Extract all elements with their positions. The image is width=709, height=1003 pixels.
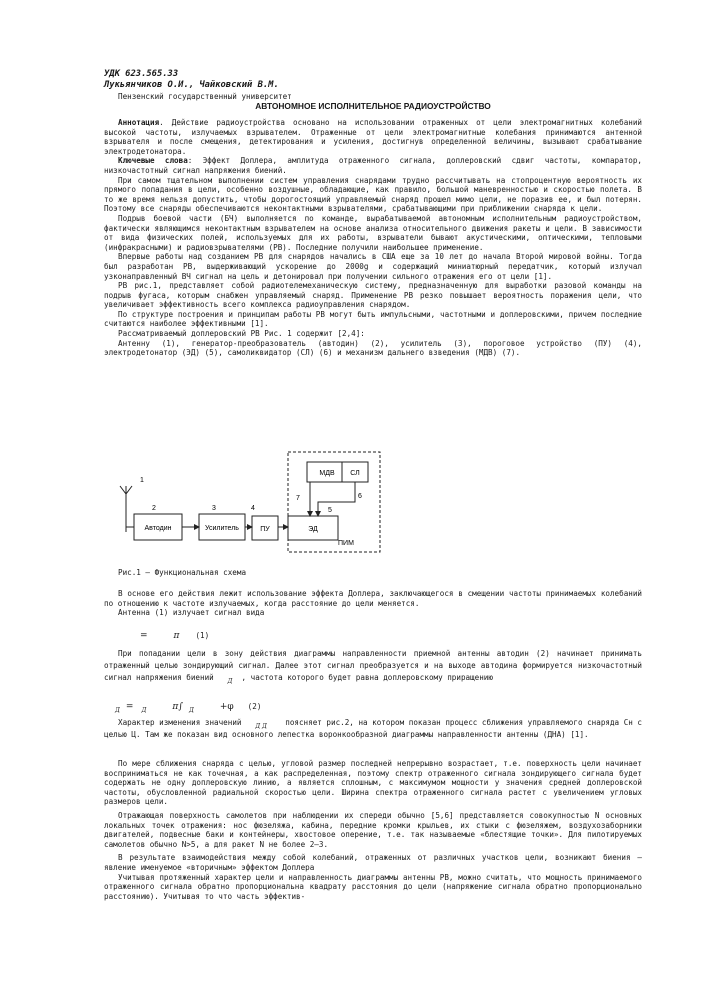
paragraph: РВ рис.1, представляет собой радиотелемеханическую систему, предназначенную для выработки разовой команды на подрыв фугаса, которым снабжен управляемый снаряд. Применение РВ резко повышает вероятность поражения цели, что увеличивает эффективность всего комплекса радиоуправления снарядом. — [104, 281, 642, 310]
paragraph-character-part-b: поясняет рис.2, на котором показан процесс сближения управляемого снаряда Сн с целью Ц. Там же показан вид основного лепестка воронкообразной диаграммы направленности антенны (ДНА) [1]. — [104, 718, 642, 739]
formula-1-number: (1) — [195, 631, 210, 640]
block-mdv-label: МДВ — [319, 470, 335, 477]
paragraph: Учитывая протяженный характер цели и направленность диаграммы антенны РВ, можно считать, что мощность принимаемого отраженного сигнала обратно пропорциональна квадрату расстояния до цели (напряжение сигнала обратно пропорционально расстоянию). Учитывая то что часть эффектив- — [104, 872, 642, 901]
paragraph: Отражающая поверхность самолетов при наблюдении их спереди обычно [5,6] представляется совокупностью N основных локальных точек отражения: нос фюзеляжа, кабина, передние кромки крыльев, их стыки с фюзеляжем, воздухозаборники двигателей, подвесные баки и контейнеры, хвостовое оперение, т.е. так называемые «блестящие точки». Для пилотируемых самолетов обычно N>5, а для ракет N не более 2–3. — [104, 810, 642, 849]
udk-code: УДК 623.565.33 — [104, 69, 179, 79]
label-6: 6 — [358, 493, 362, 500]
functional-diagram — [104, 446, 434, 570]
paragraph-character: Характер изменения значений $_{Д Д}$ поясняет рис.2, на котором показан процесс сближения управляемого снаряда Сн с целью Ц. Там же показан вид основного лепестка воронкообразной диаграммы направленности антенны (ДНА) [1]. — [104, 718, 642, 739]
paragraph-doppler: В основе его действия лежит использование эффекта Доплера, заключающегося в смещении частоты принимаемых колебаний по отношению к частоте излучаемых, когда расстояние до цели меняется. — [104, 589, 642, 608]
paragraph: При самом тщательном выполнении систем управления снарядами трудно рассчитывать на стопроцентную вероятность их прямого попадания в цели, особенно воздушные, обладающие, как правило, большой маневренностью и скоростью полета. В то же время нельзя допустить, чтобы дорогостоящий управляемый снаряд прошел мимо цели, не поразив ее, и был потерян. Поэтому все снаряды обеспечиваются неконтактными взрывателями, срабатывающими при приближении снаряда к цели. — [104, 175, 642, 214]
paragraph: Антенну (1), генератор-преобразователь (автодин) (2), усилитель (3), пороговое устройство (ПУ) (4), электродетонатор (ЭД) (5), самоликвидатор (СЛ) (6) и механизм дальнего взведения (МДВ) (7). — [104, 338, 642, 358]
text-block-top — [104, 118, 642, 358]
block-sl-label: СЛ — [350, 470, 360, 477]
paragraph: По мере сближения снаряда с целью, угловой размер последней непрерывно возрастает, т.е. поверхность цели начинает восприниматься не как точечная, а как распределенная, поэтому спектр отраженного сигнала зондирующего сигнала будет содержать не одну доплеровскую линию, а является сплошным, с максимумом мощности у значения средней доплеровской частоты, обусловленной радиальной скоростью цели. Ширина спектра отраженного сигнала растет с увеличением угловых размеров цели. — [104, 759, 642, 807]
paper-title: АВТОНОМНОЕ ИСПОЛНИТЕЛЬНОЕ РАДИОУСТРОЙСТВО — [255, 101, 491, 111]
block-avtodin-label: Автодин — [144, 525, 172, 532]
label-1: 1 — [140, 477, 144, 484]
figure-caption: Рис.1 – Функциональная схема — [118, 568, 247, 577]
paragraph-zone-part-a: При попадании цели в зону действия диаграммы направленности приемной антенны автодин (2) начинает принимать отраженный целью зондирующий сигнал. Далее этот сигнал преобразуется и на выходе автодина формируется низкочастотный сигнал напряжения биений — [104, 649, 642, 682]
label-5: 5 — [328, 507, 332, 514]
paragraph: Подрыв боевой части (БЧ) выполняется по команде, вырабатываемой автономным исполнительным радиоустройством, фактически являющимся неконтактным взрывателем на основе анализа относительного движения ракеты и цели. В зависимости от вида физических полей, используемых для их работы, взрыватели бывают акустическими, оптическими, тепловыми (инфракрасными) и радиовзрывателями (РВ). Последние получили наибольшее применение. — [104, 213, 642, 252]
keywords-text: : Эффект Доплера, амплитуда отраженного сигнала, доплеровский сдвиг частоты, компаратор, низкочастотный сигнал напряжения биений. — [104, 156, 642, 175]
formula-2: $_Д$ = $_Д$ π∫ $_Д$ +φ (2) — [115, 702, 262, 714]
paragraph-zone: При попадании цели в зону действия диаграммы направленности приемной антенны автодин (2) начинает принимать отраженный целью зондирующий сигнал. Далее этот сигнал преобразуется и на выходе автодина формируется низкочастотный сигнал напряжения биений $_Д$ , частота которого будет равна доплеровскому приращению — [104, 649, 642, 685]
label-4: 4 — [251, 505, 255, 512]
paragraph: Рассматриваемый доплеровский РВ Рис. 1 содержит [2,4]: — [118, 329, 365, 339]
label-7: 7 — [296, 495, 300, 502]
label-2: 2 — [152, 505, 156, 512]
block-pim-label: ПИМ — [338, 540, 354, 547]
block-amplifier-label: Усилитель — [205, 525, 239, 532]
text-block-bottom — [104, 759, 642, 901]
abstract — [104, 118, 642, 156]
text-block-character — [104, 718, 642, 740]
paragraph-zone-part-b: , частота которого будет равна доплеровскому приращению — [241, 673, 493, 682]
keywords-label: Ключевые слова — [118, 156, 188, 166]
keywords — [104, 156, 642, 175]
text-block-middle — [104, 589, 642, 618]
paragraph-antenna: Антенна (1) излучает сигнал вида — [118, 608, 265, 618]
block-pu-label: ПУ — [260, 526, 270, 533]
paragraph-character-part-a: Характер изменения значений — [118, 718, 242, 727]
antenna-symbol — [120, 486, 132, 532]
label-3: 3 — [212, 505, 216, 512]
affiliation: Пензенский государственный университет — [118, 92, 292, 101]
text-block-zone — [104, 648, 642, 685]
paragraph: По структуре построения и принципам работы РВ могут быть импульсными, частотными и доплеровскими, причем последние считаются наиболее эффективными [1]. — [104, 309, 642, 329]
abstract-label: Аннотация — [118, 118, 160, 127]
formula-2-number: (2) — [247, 702, 262, 711]
formula-1: = π (1) — [140, 631, 210, 641]
block-ed-label: ЭД — [308, 526, 318, 533]
paragraph: В результате взаимодействия между собой колебаний, отраженных от различных участков цели, возникают биения – явление именуемое «вторичным» эффектом Доплера — [104, 853, 642, 872]
abstract-text: . Действие радиоустройства основано на использовании отраженных от цели электромагнитных колебаний высокой частоты, излучаемых взрывателем. Отраженные от цели электромагнитные колебания принимаются антенной взрывателя и после смещения, детектирования и усиления, достигнув определенной величины, вызывают срабатывание электродетонатора. — [104, 118, 642, 156]
paragraph: Впервые работы над созданием РВ для снарядов начались в США еще за 10 лет до начала Второй мировой войны. Тогда был разработан РВ, выдерживающий ускорение до 2000g и содержащий миниатюрный передатчик, который излучал узконаправленный ВЧ сигнал на цель и детонировал при получении сильного отражения его от цели [1]. — [104, 252, 642, 281]
authors: Лукьянчиков О.И., Чайковский В.М. — [104, 80, 279, 90]
